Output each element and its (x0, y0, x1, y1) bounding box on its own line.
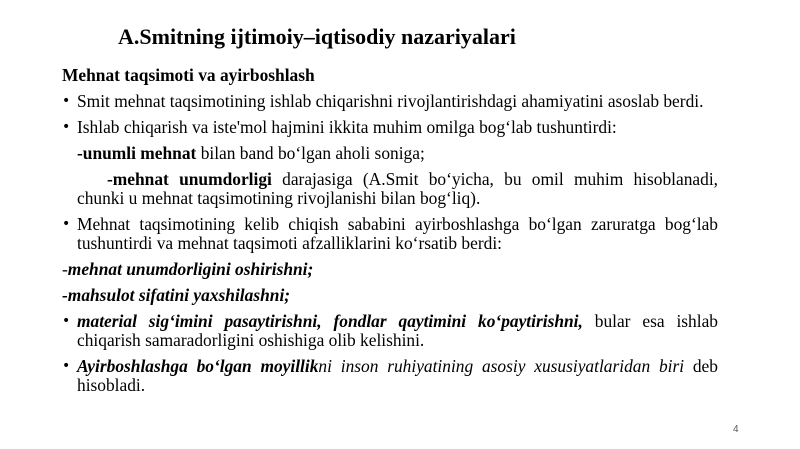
bullet-text-emphasis: material sig‘imini pasaytirishni, fondlar qaytimini ko‘paytirishni, (77, 311, 583, 331)
bullet-text: Ishlab chiqarish va iste'mol hajmini ikkita muhim omilga bog‘lab tushuntirdi: (77, 117, 617, 137)
sub-item-text: darajasiga (A.Smit bo‘yicha, bu omil muhim hisoblanadi, chunki u mehnat taqsimotining rivojlanishi bilan bog‘liq). (77, 169, 719, 208)
slide-content (62, 66, 718, 402)
bullet-text: Mehnat taqsimotining kelib chiqish sababini ayirboshlashga bo‘lgan zaruratga bog‘lab tushuntirdi va mehnat taqsimoti afzalliklarini ko‘rsatib berdi: (77, 214, 718, 253)
bullet-icon: • (62, 93, 71, 109)
bullet-icon: • (62, 216, 71, 232)
bullet-icon: • (62, 358, 71, 374)
bullet-item-2 (62, 118, 718, 137)
bullet-text-italic: ni inson ruhiyatining asosiy xususiyatlaridan biri (318, 356, 685, 376)
bullet-item-4 (62, 312, 718, 350)
bullet-icon: • (62, 313, 71, 329)
sub-item-labor-productivity (62, 170, 718, 208)
advantage-item-2 (62, 286, 718, 305)
slide-title: A.Smitning ijtimoiy–iqtisodiy nazariyalari (118, 24, 516, 49)
sub-item-text: bilan band bo‘lgan aholi soniga; (196, 143, 425, 163)
bullet-text: Smit mehnat taqsimotining ishlab chiqarishni rivojlantirishdagi ahamiyatini asoslab berdi. (77, 91, 704, 111)
page-number: 4 (733, 424, 739, 435)
bullet-item-5 (62, 357, 718, 395)
sub-item-bold: -unumli mehnat (77, 143, 197, 163)
sub-item-productive-labor (62, 144, 718, 163)
bullet-text-emphasis: Ayirboshlashga bo‘lgan moyillik (77, 356, 319, 376)
bullet-text: bular esa ishlab chiqarish samaradorligini oshishiga olib kelishini. (77, 311, 718, 350)
bullet-item-1 (62, 92, 718, 111)
section-subtitle: Mehnat taqsimoti va ayirboshlash (62, 65, 315, 85)
advantage-text: -mahsulot sifatini yaxshilashni; (62, 285, 291, 305)
advantage-dash: - (62, 259, 68, 279)
advantage-item-1 (62, 260, 718, 279)
sub-item-bold: -mehnat unumdorligi (107, 169, 272, 189)
advantage-text: mehnat unumdorligini oshirishni; (67, 259, 314, 279)
bullet-icon: • (62, 119, 71, 135)
bullet-text: deb hisobladi. (77, 356, 718, 395)
bullet-item-3 (62, 215, 718, 253)
